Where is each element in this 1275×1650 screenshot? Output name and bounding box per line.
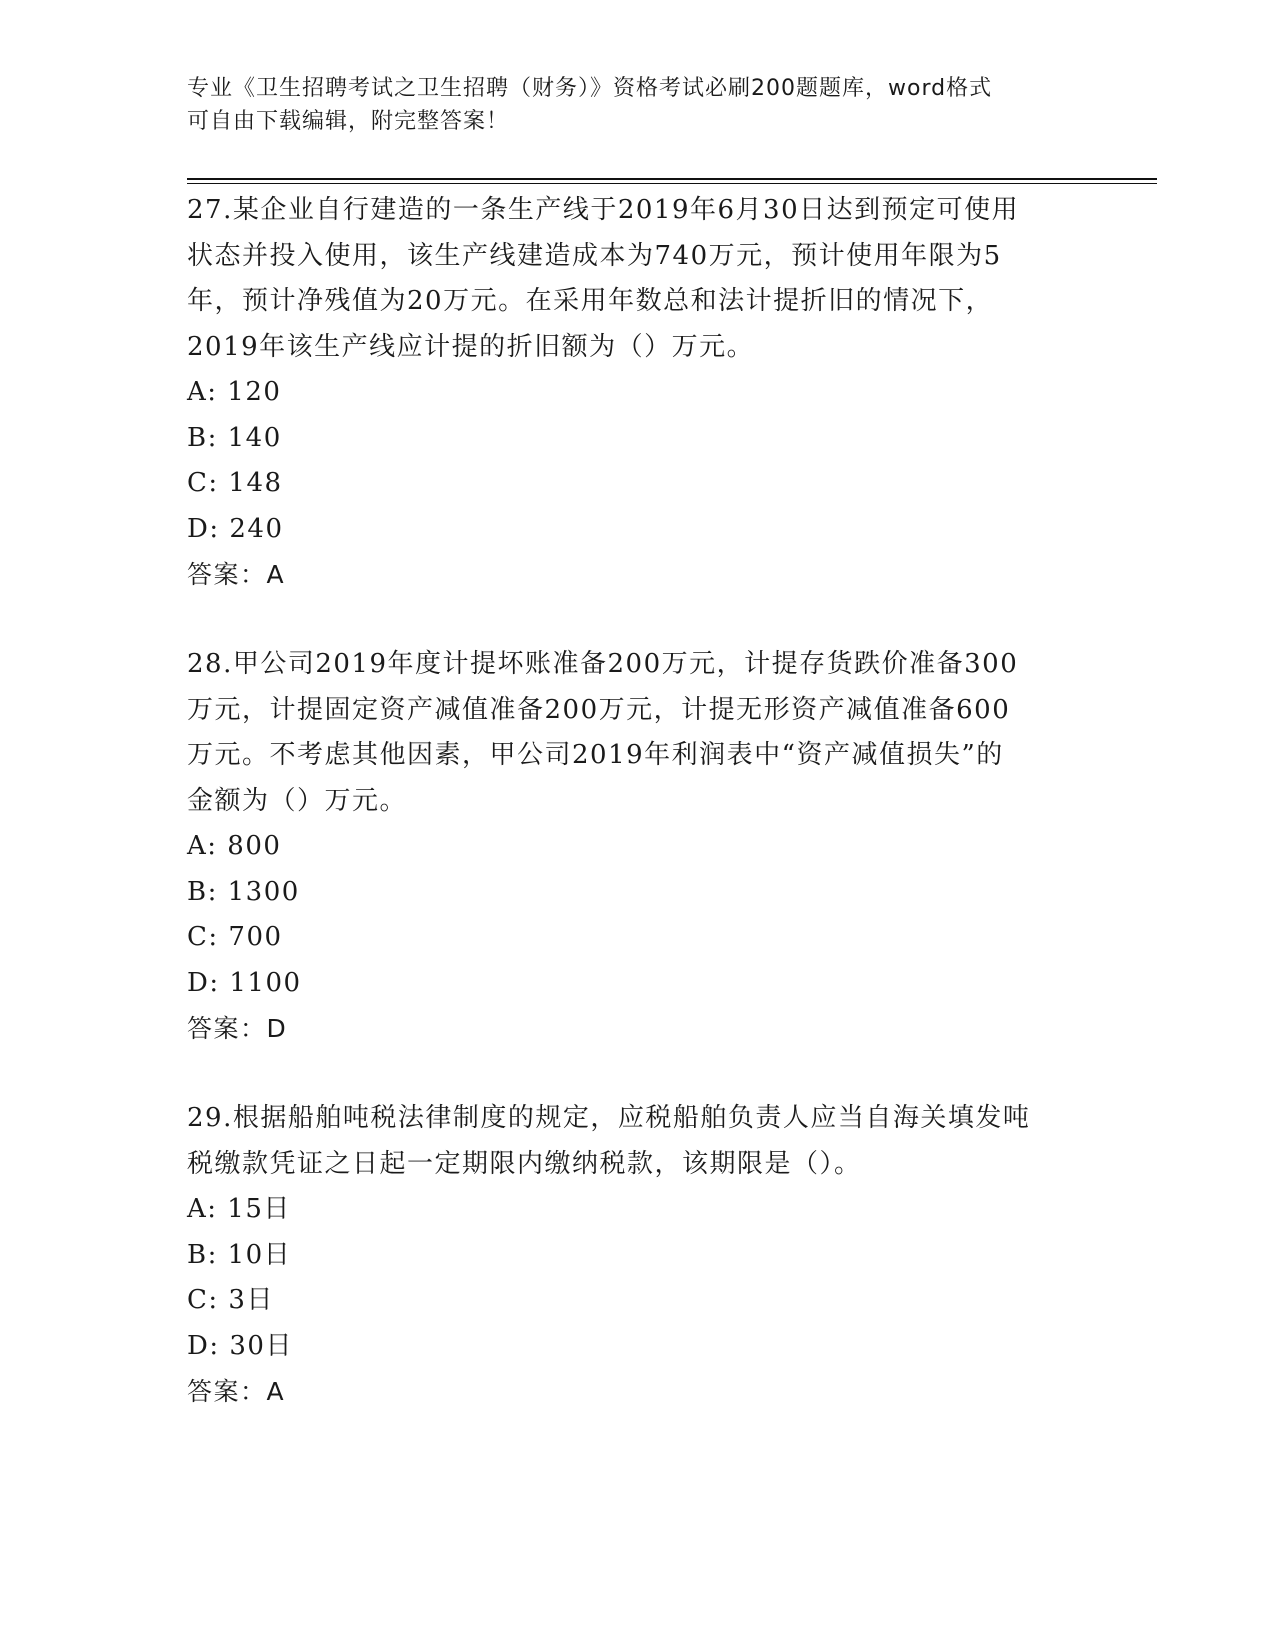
question-stem-line: 万元，计提固定资产减值准备200万元，计提无形资产减值准备600 bbox=[187, 694, 1011, 725]
question-stem-line: 29.根据船舶吨税法律制度的规定，应税船舶负责人应当自海关填发吨 bbox=[187, 1103, 1031, 1133]
option-c: C: 148 bbox=[187, 468, 283, 498]
question-27 bbox=[187, 188, 1077, 598]
document-header bbox=[187, 72, 1067, 138]
header-divider-thick bbox=[187, 178, 1157, 180]
option-a: A: 800 bbox=[187, 831, 282, 861]
header-line-1: 专业《卫生招聘考试之卫生招聘（财务）》资格考试必刷200题题库，word格式 bbox=[187, 76, 993, 101]
question-stem-line: 27.某企业自行建造的一条生产线于2019年6月30日达到预定可使用 bbox=[187, 195, 1020, 225]
question-stem-line: 年，预计净残值为20万元。在采用年数总和法计提折旧的情况下， bbox=[187, 286, 994, 316]
header-divider-thin bbox=[187, 183, 1157, 184]
option-a: A: 120 bbox=[187, 377, 282, 407]
option-a: A: 15日 bbox=[187, 1194, 291, 1224]
option-b: B: 10日 bbox=[187, 1239, 292, 1270]
question-stem-line: 状态并投入使用，该生产线建造成本为740万元，预计使用年限为5 bbox=[187, 240, 1002, 271]
question-stem-line: 万元。不考虑其他因素，甲公司2019年利润表中“资产减值损失”的 bbox=[187, 740, 1004, 770]
question-28 bbox=[187, 642, 1077, 1052]
option-d: D: 1100 bbox=[187, 967, 302, 998]
question-stem-line: 税缴款凭证之日起一定期限内缴纳税款，该期限是（）。 bbox=[187, 1148, 862, 1179]
option-d: D: 240 bbox=[187, 513, 284, 544]
header-line-2: 可自由下载编辑，附完整答案！ bbox=[187, 109, 510, 134]
answer-line: 答案：A bbox=[187, 560, 286, 589]
question-stem-line: 金额为（）万元。 bbox=[187, 785, 408, 816]
answer-line: 答案：A bbox=[187, 1377, 286, 1406]
question-stem-line: 2019年该生产线应计提的折旧额为（）万元。 bbox=[187, 331, 755, 362]
answer-line: 答案：D bbox=[187, 1014, 288, 1043]
question-stem-line: 28.甲公司2019年度计提坏账准备200万元，计提存货跌价准备300 bbox=[187, 649, 1019, 679]
option-c: C: 700 bbox=[187, 922, 283, 952]
question-29 bbox=[187, 1096, 1077, 1415]
option-b: B: 1300 bbox=[187, 876, 300, 907]
option-b: B: 140 bbox=[187, 422, 282, 453]
option-c: C: 3日 bbox=[187, 1285, 274, 1315]
option-d: D: 30日 bbox=[187, 1330, 293, 1361]
